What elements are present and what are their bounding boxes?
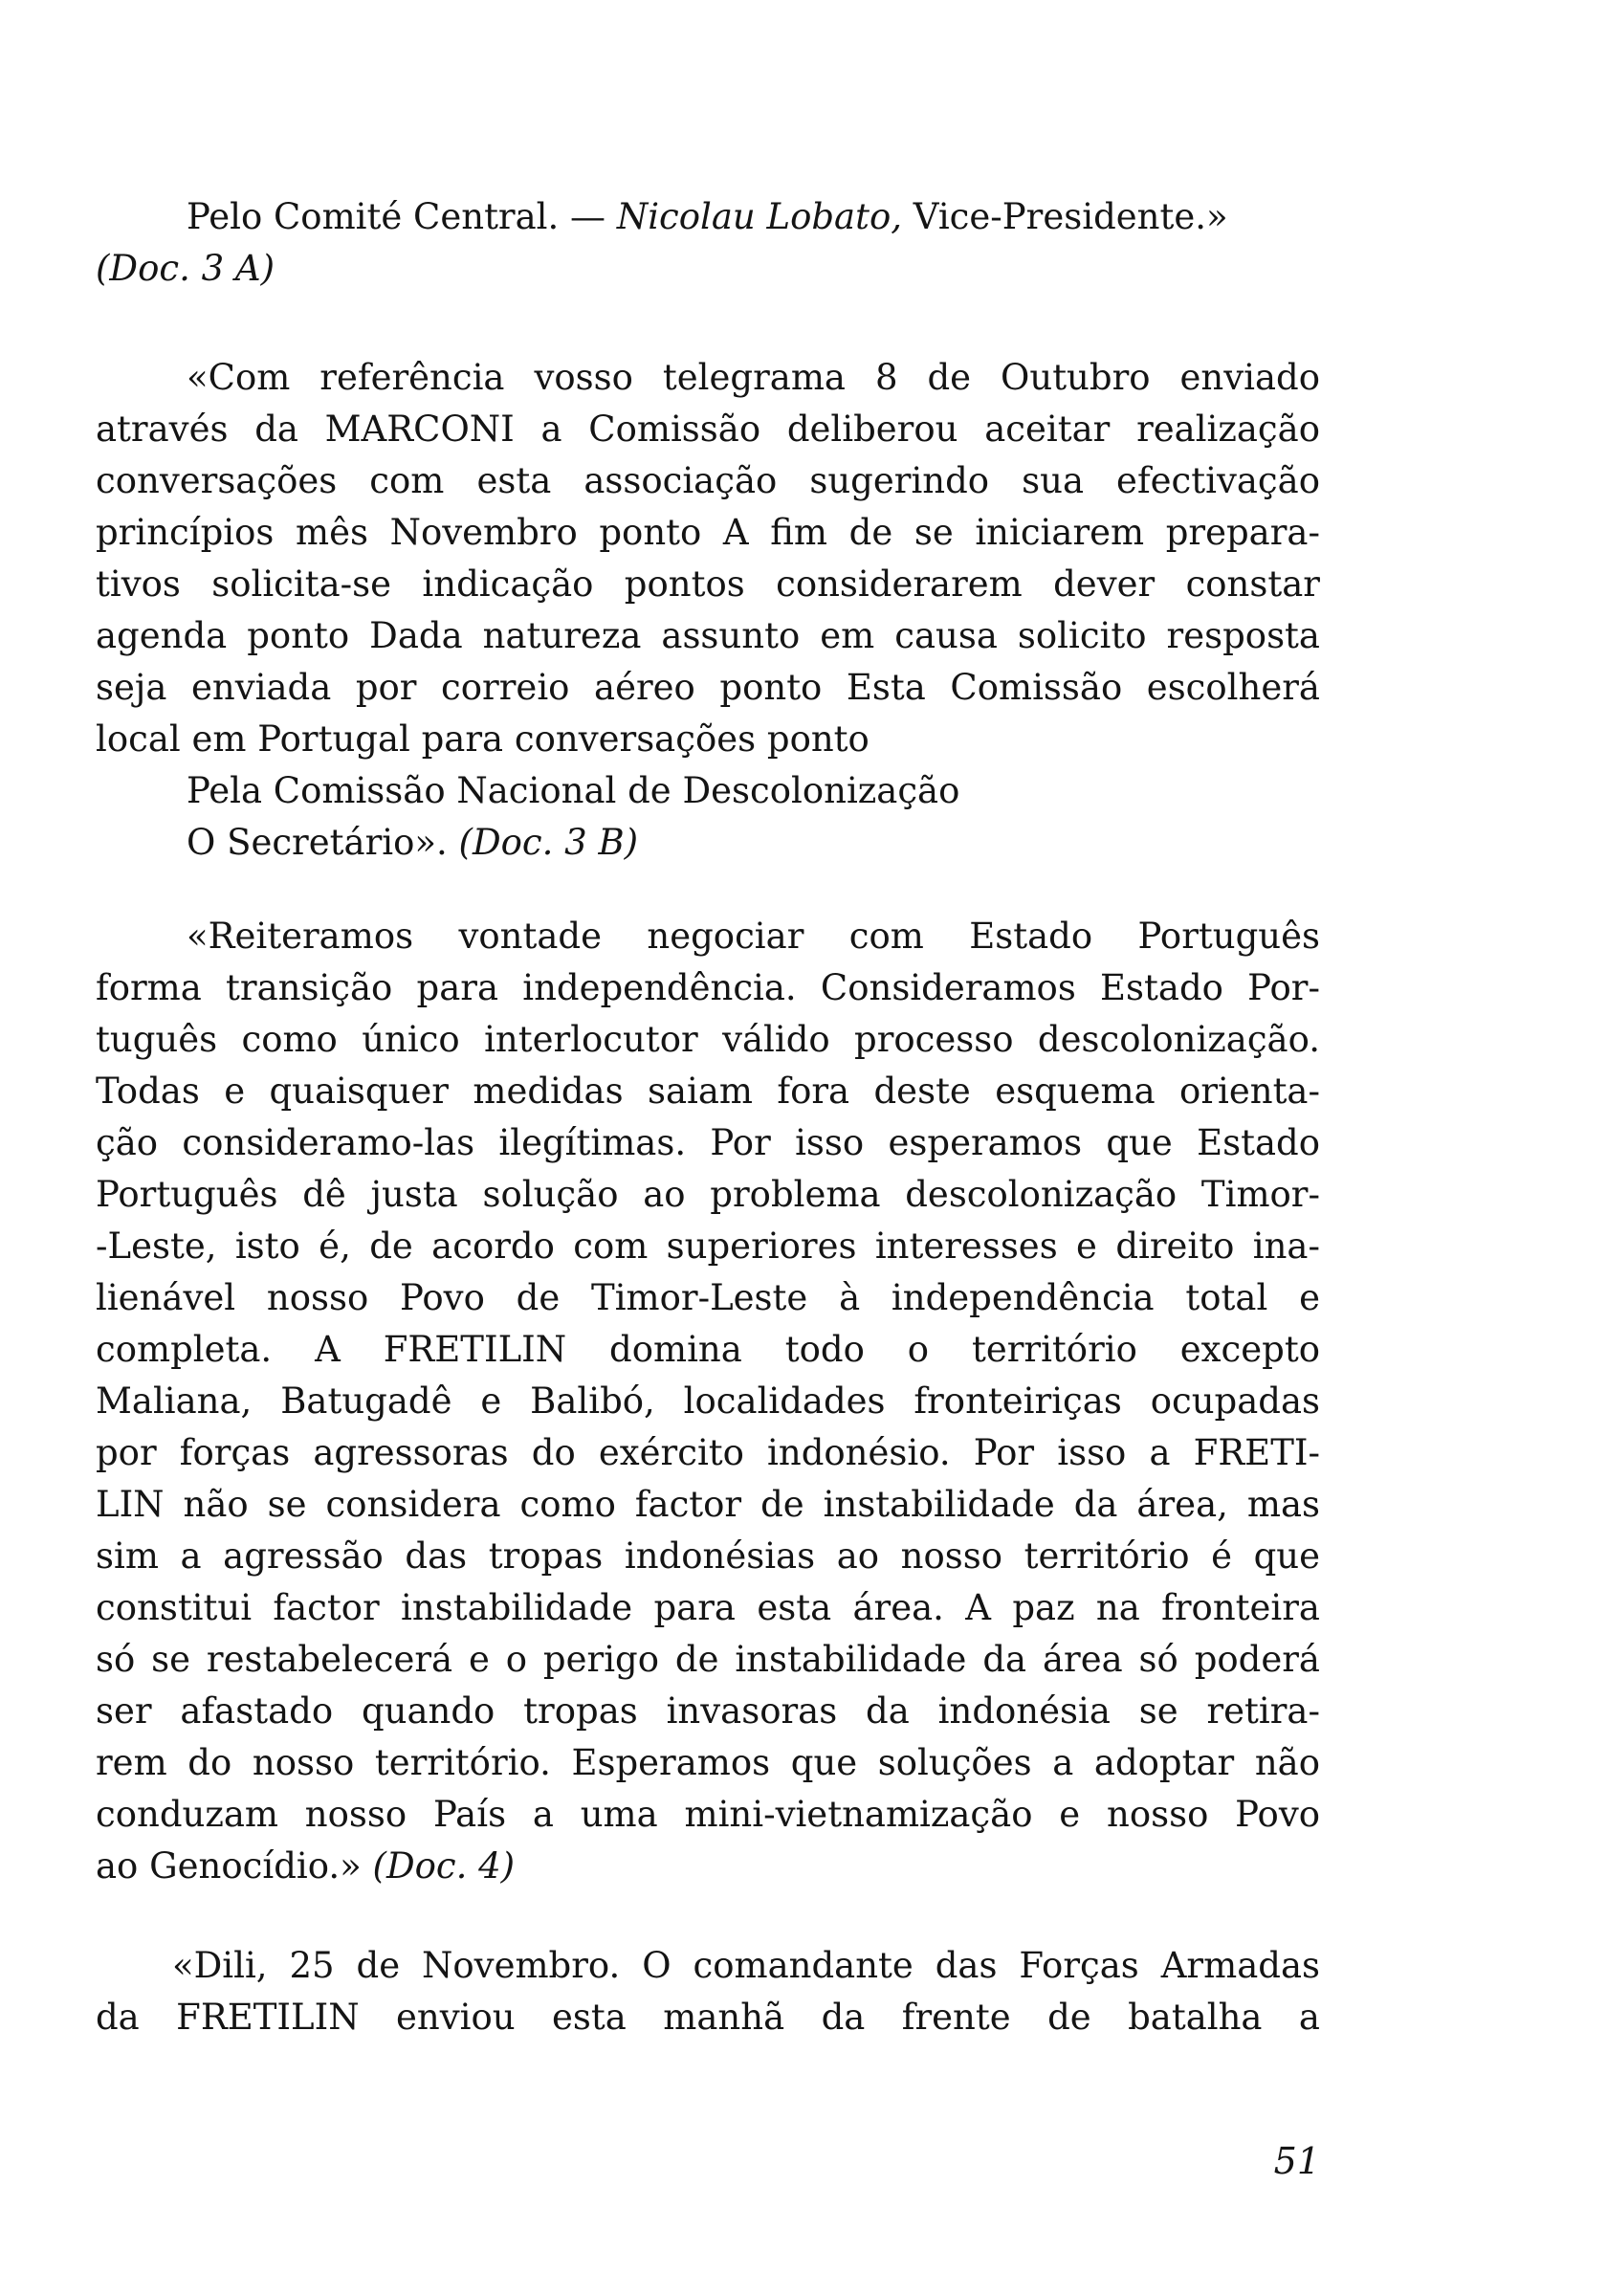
paragraph-line: por forças agressoras do exército indonésio. Por isso a FRETI- — [96, 1432, 1320, 1473]
paragraph-line: agenda ponto Dada natureza assunto em causa solicito resposta — [96, 615, 1320, 656]
paragraph-line: lienável nosso Povo de Timor-Leste à independência total e — [96, 1277, 1320, 1318]
paragraph-line: ção consideramo-las ilegítimas. Por isso esperamos que Estado — [96, 1122, 1320, 1163]
paragraph-last-line — [96, 1841, 1320, 1892]
paragraph-line: princípios mês Novembro ponto A fim de se iniciarem prepara- — [96, 512, 1320, 553]
paragraph-line: sim a agressão das tropas indonésias ao nosso território é que — [96, 1535, 1320, 1577]
signature-suffix: Vice-Presidente.» — [902, 196, 1228, 237]
paragraph-line: local em Portugal para conversações ponto — [96, 718, 870, 760]
doc-reference-4: (Doc. 4) — [372, 1845, 516, 1887]
telegram-signature-title — [187, 817, 1320, 869]
paragraph-line: conduzam nosso País a uma mini-vietnamização e nosso Povo — [96, 1794, 1320, 1835]
paragraph-last-text: ao Genocídio.» — [96, 1845, 373, 1887]
paragraph-line: seja enviada por correio aéreo ponto Esta Comissão escolherá — [96, 667, 1320, 708]
paragraph-line: -Leste, isto é, de acordo com superiores interesses e direito ina- — [96, 1225, 1320, 1267]
doc-reference-3b: (Doc. 3 B) — [458, 822, 639, 863]
paragraph-line: Todas e quaisquer medidas saiam fora deste esquema orienta- — [96, 1071, 1320, 1112]
telegram-signature-org: Pela Comissão Nacional de Descolonização — [187, 770, 960, 811]
paragraph-line: ser afastado quando tropas invasoras da indonésia se retira- — [96, 1690, 1320, 1732]
paragraph-line: tivos solicita-se indicação pontos considerarem dever constar — [96, 563, 1320, 605]
paragraph-line: Maliana, Batugadê e Balibó, localidades fronteiriças ocupadas — [96, 1380, 1320, 1422]
doc-reference-3a: (Doc. 3 A) — [96, 248, 275, 289]
signature-prefix: Pelo Comité Central. — — [187, 196, 617, 237]
paragraph-line: através da MARCONI a Comissão deliberou aceitar realização — [96, 408, 1320, 450]
signature-name: Nicolau Lobato, — [616, 196, 902, 237]
paragraph-line: «Reiteramos vontade negociar com Estado Português — [187, 916, 1320, 957]
paragraph-line: completa. A FRETILIN domina todo o território excepto — [96, 1329, 1320, 1370]
signature-line — [187, 191, 1320, 243]
paragraph-line: conversações com esta associação sugerindo sua efectivação — [96, 460, 1320, 501]
paragraph-line: da FRETILIN enviou esta manhã da frente de batalha a — [96, 1997, 1320, 2038]
telegram-signature-text: O Secretário». — [187, 822, 459, 863]
paragraph-line: tuguês como único interlocutor válido processo descolonização. — [96, 1019, 1320, 1060]
paragraph-line: LIN não se considera como factor de instabilidade da área, mas — [96, 1484, 1320, 1525]
paragraph-line: rem do nosso território. Esperamos que soluções a adoptar não — [96, 1742, 1320, 1783]
paragraph-line: constitui factor instabilidade para esta área. A paz na fronteira — [96, 1587, 1320, 1628]
paragraph-line: «Com referência vosso telegrama 8 de Outubro enviado — [187, 357, 1320, 398]
paragraph-line: forma transição para independência. Consideramos Estado Por- — [96, 967, 1320, 1008]
paragraph-line: só se restabelecerá e o perigo de instabilidade da área só poderá — [96, 1639, 1320, 1680]
page-number: 51 — [1273, 2140, 1320, 2182]
paragraph-line: «Dili, 25 de Novembro. O comandante das Forças Armadas — [172, 1945, 1320, 1986]
paragraph-line: Português dê justa solução ao problema descolonização Timor- — [96, 1174, 1320, 1215]
